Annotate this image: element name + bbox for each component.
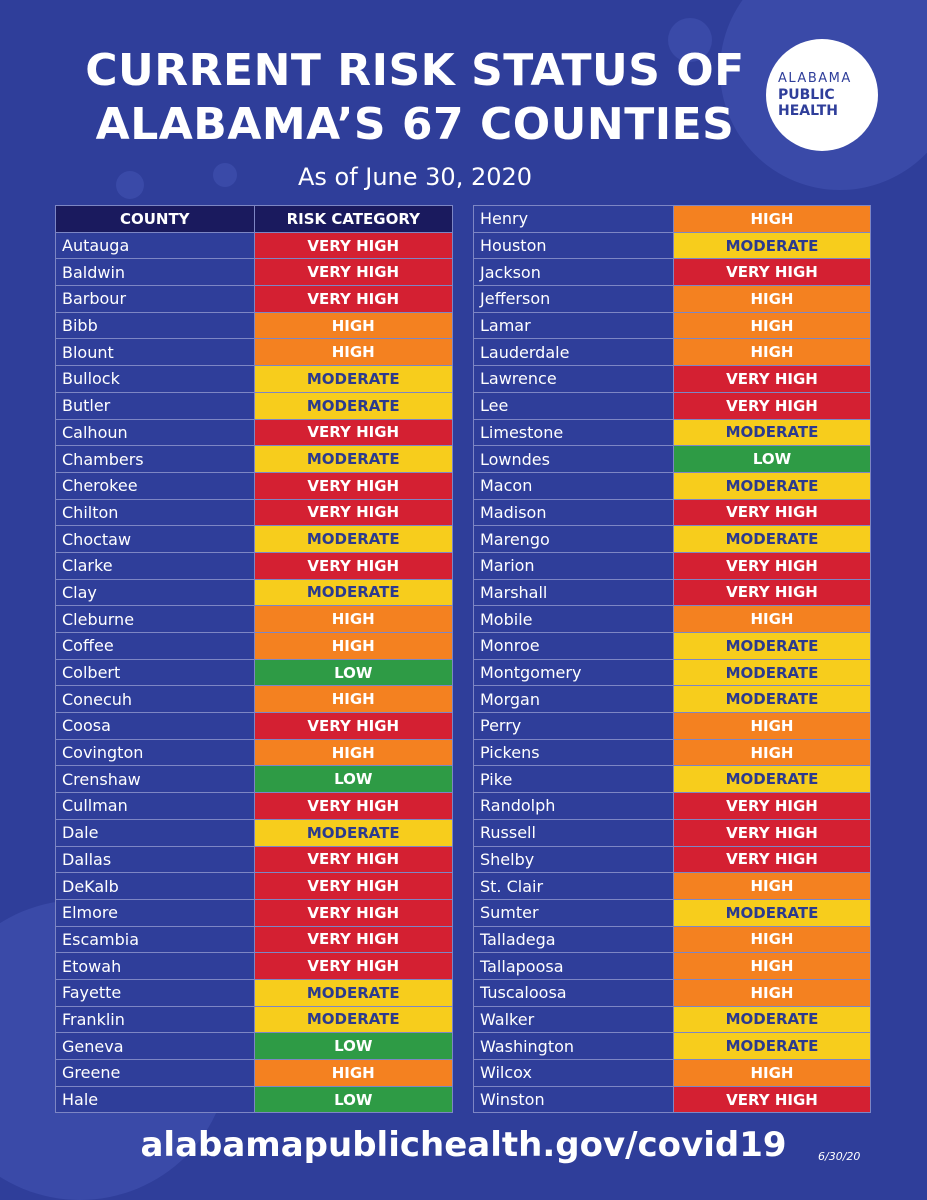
county-name: Winston bbox=[474, 1086, 674, 1113]
table-row bbox=[474, 446, 871, 473]
logo-line-1: ALABAMA bbox=[778, 71, 852, 86]
risk-category-badge: MODERATE bbox=[674, 526, 871, 553]
county-name: Bullock bbox=[56, 366, 255, 393]
county-name: Cleburne bbox=[56, 606, 255, 633]
table-row bbox=[56, 526, 453, 553]
table-row bbox=[56, 633, 453, 660]
county-name: Fayette bbox=[56, 979, 255, 1006]
table-row bbox=[56, 979, 453, 1006]
risk-category-badge: VERY HIGH bbox=[674, 1086, 871, 1113]
risk-category-badge: HIGH bbox=[254, 606, 453, 633]
risk-category-badge: LOW bbox=[254, 1033, 453, 1060]
county-name: Morgan bbox=[474, 686, 674, 713]
risk-category-badge: MODERATE bbox=[254, 1006, 453, 1033]
table-row bbox=[474, 686, 871, 713]
table-row bbox=[56, 286, 453, 313]
table-row bbox=[56, 446, 453, 473]
risk-category-badge: MODERATE bbox=[254, 579, 453, 606]
county-name: Geneva bbox=[56, 1033, 255, 1060]
county-name: Tuscaloosa bbox=[474, 979, 674, 1006]
county-name: Colbert bbox=[56, 659, 255, 686]
county-name: Washington bbox=[474, 1033, 674, 1060]
page-title bbox=[55, 44, 775, 152]
county-name: Jackson bbox=[474, 259, 674, 286]
risk-category-badge: MODERATE bbox=[254, 819, 453, 846]
risk-category-badge: HIGH bbox=[674, 926, 871, 953]
risk-category-badge: HIGH bbox=[674, 286, 871, 313]
risk-category-badge: HIGH bbox=[674, 953, 871, 980]
table-row bbox=[474, 579, 871, 606]
risk-category-badge: MODERATE bbox=[674, 899, 871, 926]
risk-category-badge: VERY HIGH bbox=[254, 499, 453, 526]
risk-category-badge: VERY HIGH bbox=[254, 472, 453, 499]
table-row bbox=[474, 526, 871, 553]
table-row bbox=[474, 259, 871, 286]
county-name: Walker bbox=[474, 1006, 674, 1033]
table-header-row bbox=[56, 206, 453, 233]
table-row bbox=[474, 366, 871, 393]
county-name: Jefferson bbox=[474, 286, 674, 313]
county-name: Pickens bbox=[474, 739, 674, 766]
county-name: Chilton bbox=[56, 499, 255, 526]
table-row bbox=[56, 499, 453, 526]
risk-category-badge: LOW bbox=[254, 659, 453, 686]
county-name: Barbour bbox=[56, 286, 255, 313]
table-row bbox=[56, 1006, 453, 1033]
logo-line-3: HEALTH bbox=[778, 103, 838, 119]
table-row bbox=[474, 606, 871, 633]
county-name: Marshall bbox=[474, 579, 674, 606]
risk-category-badge: VERY HIGH bbox=[674, 366, 871, 393]
table-row bbox=[474, 873, 871, 900]
county-name: Coffee bbox=[56, 633, 255, 660]
risk-category-badge: LOW bbox=[254, 1086, 453, 1113]
risk-category-badge: HIGH bbox=[254, 339, 453, 366]
risk-category-badge: MODERATE bbox=[674, 766, 871, 793]
table-row bbox=[56, 259, 453, 286]
risk-category-badge: VERY HIGH bbox=[254, 899, 453, 926]
risk-category-badge: VERY HIGH bbox=[254, 259, 453, 286]
risk-category-badge: VERY HIGH bbox=[254, 713, 453, 740]
county-name: Houston bbox=[474, 232, 674, 259]
table-row bbox=[474, 339, 871, 366]
risk-category-badge: HIGH bbox=[674, 713, 871, 740]
risk-category-badge: MODERATE bbox=[254, 446, 453, 473]
risk-category-badge: VERY HIGH bbox=[674, 579, 871, 606]
table-row bbox=[56, 659, 453, 686]
risk-category-badge: MODERATE bbox=[674, 1033, 871, 1060]
table-row bbox=[56, 713, 453, 740]
county-name: Lauderdale bbox=[474, 339, 674, 366]
county-name: St. Clair bbox=[474, 873, 674, 900]
table-row bbox=[474, 819, 871, 846]
county-name: Montgomery bbox=[474, 659, 674, 686]
risk-category-badge: HIGH bbox=[254, 1060, 453, 1087]
risk-category-badge: HIGH bbox=[674, 339, 871, 366]
risk-category-badge: VERY HIGH bbox=[254, 286, 453, 313]
county-risk-table-left bbox=[55, 205, 453, 1113]
risk-category-badge: HIGH bbox=[254, 633, 453, 660]
risk-category-badge: VERY HIGH bbox=[674, 846, 871, 873]
table-row bbox=[474, 926, 871, 953]
table-row bbox=[474, 793, 871, 820]
county-name: Autauga bbox=[56, 232, 255, 259]
table-row bbox=[56, 1033, 453, 1060]
county-name: Sumter bbox=[474, 899, 674, 926]
table-row bbox=[56, 873, 453, 900]
table-row bbox=[56, 579, 453, 606]
table-row bbox=[474, 552, 871, 579]
risk-category-badge: HIGH bbox=[674, 1060, 871, 1087]
table-row bbox=[474, 633, 871, 660]
county-name: Elmore bbox=[56, 899, 255, 926]
alabama-public-health-logo bbox=[766, 39, 878, 151]
risk-category-badge: LOW bbox=[254, 766, 453, 793]
risk-category-badge: HIGH bbox=[674, 312, 871, 339]
county-name: Henry bbox=[474, 206, 674, 233]
risk-category-badge: HIGH bbox=[254, 739, 453, 766]
county-name: Marion bbox=[474, 552, 674, 579]
county-name: Talladega bbox=[474, 926, 674, 953]
table-row bbox=[56, 953, 453, 980]
footer-date: 6/30/20 bbox=[818, 1150, 861, 1163]
county-name: Marengo bbox=[474, 526, 674, 553]
table-row bbox=[474, 472, 871, 499]
table-row bbox=[56, 366, 453, 393]
table-row bbox=[56, 472, 453, 499]
title-line-1: CURRENT RISK STATUS OF bbox=[85, 45, 745, 96]
county-name: Limestone bbox=[474, 419, 674, 446]
table-row bbox=[56, 312, 453, 339]
table-row bbox=[56, 232, 453, 259]
risk-category-badge: MODERATE bbox=[674, 686, 871, 713]
title-line-2: ALABAMA’S 67 COUNTIES bbox=[95, 99, 735, 150]
table-row bbox=[56, 686, 453, 713]
column-header-county: COUNTY bbox=[56, 206, 255, 233]
county-name: Covington bbox=[56, 739, 255, 766]
table-row bbox=[474, 206, 871, 233]
table-row bbox=[474, 713, 871, 740]
risk-category-badge: VERY HIGH bbox=[674, 259, 871, 286]
table-row bbox=[56, 1060, 453, 1087]
risk-category-badge: MODERATE bbox=[674, 419, 871, 446]
table-row bbox=[474, 1006, 871, 1033]
county-name: Calhoun bbox=[56, 419, 255, 446]
column-header-risk: RISK CATEGORY bbox=[254, 206, 453, 233]
table-row bbox=[56, 392, 453, 419]
county-name: Clay bbox=[56, 579, 255, 606]
table-row bbox=[56, 339, 453, 366]
county-name: Bibb bbox=[56, 312, 255, 339]
county-name: Cherokee bbox=[56, 472, 255, 499]
county-name: Etowah bbox=[56, 953, 255, 980]
county-name: Pike bbox=[474, 766, 674, 793]
risk-category-badge: VERY HIGH bbox=[674, 552, 871, 579]
table-row bbox=[474, 286, 871, 313]
county-name: Escambia bbox=[56, 926, 255, 953]
risk-category-badge: VERY HIGH bbox=[254, 953, 453, 980]
table-row bbox=[474, 1086, 871, 1113]
county-name: Lowndes bbox=[474, 446, 674, 473]
table-row bbox=[56, 899, 453, 926]
county-rows-left bbox=[56, 232, 453, 1113]
risk-category-badge: HIGH bbox=[254, 312, 453, 339]
table-row bbox=[474, 953, 871, 980]
table-row bbox=[474, 232, 871, 259]
county-name: Coosa bbox=[56, 713, 255, 740]
risk-category-badge: LOW bbox=[674, 446, 871, 473]
risk-category-badge: MODERATE bbox=[254, 979, 453, 1006]
risk-category-badge: MODERATE bbox=[674, 472, 871, 499]
county-name: Clarke bbox=[56, 552, 255, 579]
county-name: Tallapoosa bbox=[474, 953, 674, 980]
table-row bbox=[56, 793, 453, 820]
county-name: Chambers bbox=[56, 446, 255, 473]
risk-category-badge: HIGH bbox=[254, 686, 453, 713]
risk-category-badge: VERY HIGH bbox=[254, 419, 453, 446]
risk-category-badge: MODERATE bbox=[254, 526, 453, 553]
county-name: Cullman bbox=[56, 793, 255, 820]
table-row bbox=[474, 392, 871, 419]
risk-category-badge: VERY HIGH bbox=[674, 499, 871, 526]
county-name: Butler bbox=[56, 392, 255, 419]
table-row bbox=[474, 1033, 871, 1060]
county-name: Lamar bbox=[474, 312, 674, 339]
table-row bbox=[474, 846, 871, 873]
risk-category-badge: VERY HIGH bbox=[254, 793, 453, 820]
risk-category-badge: HIGH bbox=[674, 979, 871, 1006]
risk-category-badge: HIGH bbox=[674, 606, 871, 633]
county-name: Perry bbox=[474, 713, 674, 740]
risk-category-badge: HIGH bbox=[674, 739, 871, 766]
risk-category-badge: MODERATE bbox=[254, 392, 453, 419]
risk-category-badge: VERY HIGH bbox=[254, 873, 453, 900]
risk-category-badge: HIGH bbox=[674, 873, 871, 900]
table-row bbox=[56, 606, 453, 633]
county-risk-table-right bbox=[473, 205, 871, 1113]
table-row bbox=[56, 846, 453, 873]
table-row bbox=[474, 1060, 871, 1087]
table-row bbox=[56, 766, 453, 793]
county-name: Choctaw bbox=[56, 526, 255, 553]
table-row bbox=[474, 312, 871, 339]
county-name: Dale bbox=[56, 819, 255, 846]
website-url: alabamapublichealth.gov/covid19 bbox=[140, 1125, 787, 1165]
table-row bbox=[56, 926, 453, 953]
table-row bbox=[56, 819, 453, 846]
table-row bbox=[474, 659, 871, 686]
county-name: Shelby bbox=[474, 846, 674, 873]
as-of-date: As of June 30, 2020 bbox=[297, 163, 533, 191]
risk-category-badge: VERY HIGH bbox=[254, 552, 453, 579]
county-name: DeKalb bbox=[56, 873, 255, 900]
county-name: Franklin bbox=[56, 1006, 255, 1033]
county-name: Hale bbox=[56, 1086, 255, 1113]
county-name: Mobile bbox=[474, 606, 674, 633]
table-row bbox=[56, 419, 453, 446]
table-row bbox=[474, 979, 871, 1006]
risk-category-badge: MODERATE bbox=[674, 633, 871, 660]
county-name: Monroe bbox=[474, 633, 674, 660]
risk-category-badge: VERY HIGH bbox=[674, 819, 871, 846]
county-rows-right bbox=[474, 206, 871, 1113]
county-name: Lee bbox=[474, 392, 674, 419]
logo-line-2: PUBLIC bbox=[778, 87, 835, 103]
risk-category-badge: VERY HIGH bbox=[674, 392, 871, 419]
county-name: Greene bbox=[56, 1060, 255, 1087]
county-name: Randolph bbox=[474, 793, 674, 820]
risk-category-badge: HIGH bbox=[674, 206, 871, 233]
county-name: Madison bbox=[474, 499, 674, 526]
table-row bbox=[474, 739, 871, 766]
risk-category-badge: VERY HIGH bbox=[254, 232, 453, 259]
risk-category-badge: VERY HIGH bbox=[254, 846, 453, 873]
county-name: Crenshaw bbox=[56, 766, 255, 793]
table-row bbox=[474, 766, 871, 793]
table-row bbox=[56, 739, 453, 766]
county-name: Blount bbox=[56, 339, 255, 366]
risk-category-badge: VERY HIGH bbox=[674, 793, 871, 820]
table-row bbox=[474, 419, 871, 446]
county-name: Russell bbox=[474, 819, 674, 846]
county-name: Lawrence bbox=[474, 366, 674, 393]
table-row bbox=[56, 552, 453, 579]
risk-category-badge: MODERATE bbox=[674, 659, 871, 686]
risk-category-badge: MODERATE bbox=[674, 232, 871, 259]
table-row bbox=[56, 1086, 453, 1113]
table-row bbox=[474, 499, 871, 526]
risk-category-badge: MODERATE bbox=[254, 366, 453, 393]
county-name: Conecuh bbox=[56, 686, 255, 713]
risk-category-badge: VERY HIGH bbox=[254, 926, 453, 953]
risk-category-badge: MODERATE bbox=[674, 1006, 871, 1033]
county-name: Dallas bbox=[56, 846, 255, 873]
county-name: Baldwin bbox=[56, 259, 255, 286]
county-name: Macon bbox=[474, 472, 674, 499]
table-row bbox=[474, 899, 871, 926]
county-name: Wilcox bbox=[474, 1060, 674, 1087]
